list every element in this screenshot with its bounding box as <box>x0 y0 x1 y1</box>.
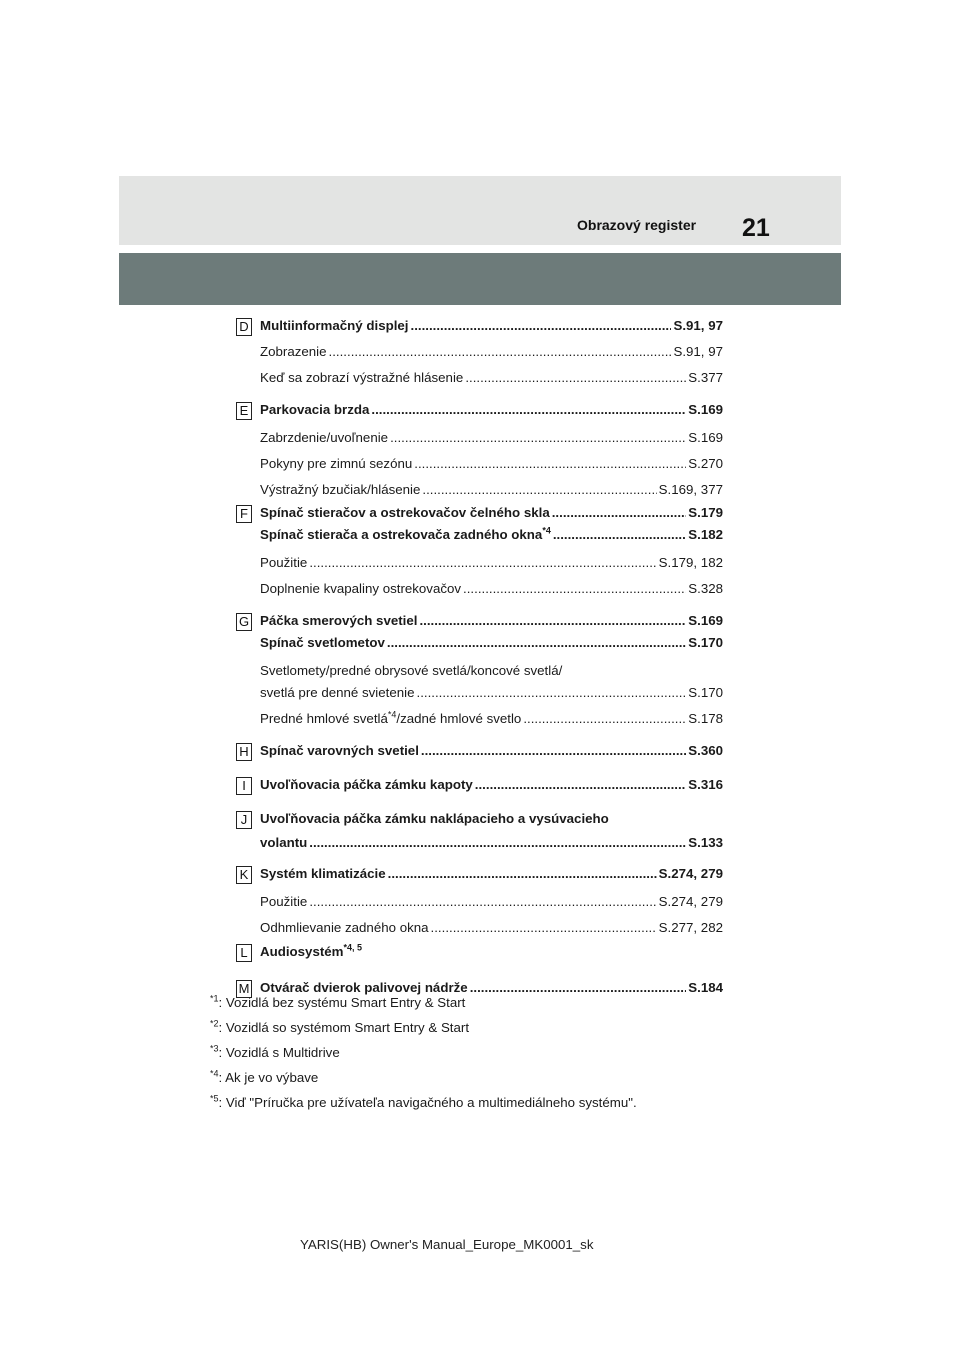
index-entry[interactable]: Audiosystém$^{*4, 5}$ <box>260 942 363 959</box>
index-content <box>236 315 723 999</box>
index-subentry[interactable]: svetlá pre denné svietenie ..... S.170 <box>260 682 723 704</box>
section-d-subs <box>236 341 723 389</box>
letter-badge: D <box>236 318 252 336</box>
index-subentry[interactable]: Pokyny pre zimnú sezónu ..... S.270 <box>260 453 723 475</box>
section-k <box>236 863 723 939</box>
index-entry-line: Uvoľňovacia páčka zámku naklápacieho a vysúvacieho <box>260 811 609 826</box>
section-h <box>236 740 723 762</box>
section-f <box>236 502 723 600</box>
index-entry[interactable]: Otvárač dvierok palivovej nádrže ..... S.184 <box>260 977 723 999</box>
index-entry[interactable]: Uvoľňovacia páčka zámku kapoty ..... S.316 <box>260 774 723 796</box>
letter-badge: E <box>236 402 252 420</box>
index-entry[interactable]: volantu ..... S.133 <box>260 832 723 854</box>
index-subentry[interactable]: Doplnenie kvapaliny ostrekovačov ..... S.328 <box>260 578 723 600</box>
footnote: $^{*3}$: Vozidlá s Multidrive <box>210 1043 340 1060</box>
index-entry[interactable]: Parkovacia brzda ..... S.169 <box>260 399 723 421</box>
letter-badge: I <box>236 777 252 795</box>
index-subentry[interactable]: Zobrazenie ..... S.91, 97 <box>260 341 723 363</box>
letter-badge: H <box>236 743 252 761</box>
index-entry[interactable]: Systém klimatizácie ..... S.274, 279 <box>260 863 723 885</box>
header-band-dark <box>119 253 841 305</box>
index-subentry[interactable]: Predné hmlové svetlá$^{*4}$/zadné hmlové svetlo ..... S.178 <box>260 708 723 730</box>
page-number: 21 <box>742 214 770 242</box>
footnote: $^{*1}$: Vozidlá bez systému Smart Entry & Start <box>210 993 466 1010</box>
footnote: $^{*4}$: Ak je vo výbave <box>210 1068 319 1085</box>
footnotes <box>210 990 637 1115</box>
index-subentry[interactable]: Zabrzdenie/uvoľnenie ..... S.169 <box>260 427 723 449</box>
letter-badge: L <box>236 944 252 962</box>
letter-badge: K <box>236 866 252 884</box>
index-subentry[interactable]: Keď sa zobrazí výstražné hlásenie ..... S.377 <box>260 367 723 389</box>
index-entry[interactable]: Spínač svetlometov ..... S.170 <box>260 632 723 654</box>
section-e <box>236 399 723 501</box>
section-l <box>236 941 723 963</box>
header-band-light <box>119 176 841 245</box>
index-subentry[interactable]: Výstražný bzučiak/hlásenie ..... S.169, 377 <box>260 479 723 501</box>
letter-badge: G <box>236 613 252 631</box>
index-entry[interactable]: Multiinformačný displej ..... S.91, 97 <box>260 315 723 337</box>
index-subentry[interactable]: Použitie ..... S.179, 182 <box>260 552 723 574</box>
index-subentry[interactable]: Použitie ..... S.274, 279 <box>260 891 723 913</box>
letter-badge: F <box>236 505 252 523</box>
letter-badge: M <box>236 980 252 998</box>
index-entry[interactable]: Spínač varovných svetiel ..... S.360 <box>260 740 723 762</box>
section-g <box>236 610 723 730</box>
letter-badge: J <box>236 811 252 829</box>
section-j <box>236 808 723 854</box>
footnote: $^{*2}$: Vozidlá so systémom Smart Entry & Start <box>210 1018 470 1035</box>
footer-text: YARIS(HB) Owner's Manual_Europe_MK0001_sk <box>300 1237 594 1252</box>
section-i <box>236 774 723 796</box>
index-subentry[interactable]: Odhmlievanie zadného okna ..... S.277, 282 <box>260 917 723 939</box>
footnote: $^{*5}$: Viď "Príručka pre užívateľa navigačného a multimediálneho systému". <box>210 1093 637 1110</box>
index-subentry-line: Svetlomety/predné obrysové svetlá/koncové svetlá/ <box>260 663 563 678</box>
index-entry[interactable]: Spínač stieračov a ostrekovačov čelného skla ..... S.179 <box>260 502 723 524</box>
index-entry[interactable]: Páčka smerových svetiel ..... S.169 <box>260 610 723 632</box>
section-title: Obrazový register <box>577 217 697 233</box>
index-entry[interactable]: Spínač stierača a ostrekovača zadného okna$^{*4}$ ..... S.182 <box>260 524 723 546</box>
